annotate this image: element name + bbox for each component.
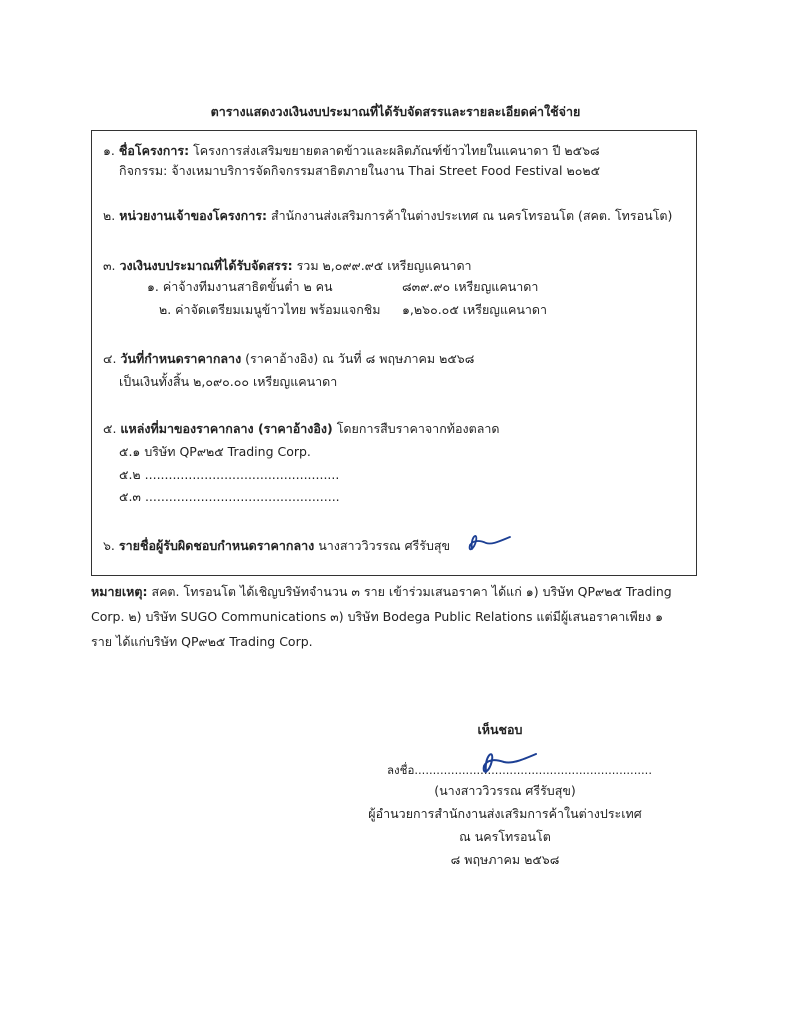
section-5-value: โดยการสืบราคาจากท้องตลาด — [336, 421, 500, 436]
budget-item-1-desc: ๑. ค่าจ้างทีมงานสาธิตขั้นต่ำ ๒ คน — [147, 279, 333, 294]
remark-line-3: ราย ได้แก่บริษัท QP๙๒๕ Trading Corp. — [91, 634, 313, 649]
section-1-value: โครงการส่งเสริมขยายตลาดข้าวและผลิตภัณฑ์ข้าวไทยในแคนาดา ปี ๒๕๖๘ — [193, 143, 600, 158]
section-5-line — [103, 421, 500, 437]
remark-line-2: Corp. ๒) บริษัท SUGO Communications ๓) บริษัท Bodega Public Relations แต่มีผู้เสนอราคาเพียง ๑ — [91, 609, 664, 624]
approver-name: (นางสาววิวรรณ ศรีรับสุข) — [434, 783, 576, 798]
section-4-label: วันที่กำหนดราคากลาง — [120, 351, 242, 366]
section-1-number: ๑. — [103, 143, 115, 158]
document-title: ตารางแสดงวงเงินงบประมาณที่ได้รับจัดสรรและรายละเอียดค่าใช้จ่าย — [210, 104, 581, 119]
section-2-line — [103, 208, 672, 224]
signature-large — [472, 744, 542, 780]
remark-label: หมายเหตุ: — [91, 584, 148, 599]
section-4-total: เป็นเงินทั้งสิ้น ๒,๐๙๐.๐๐ เหรียญแคนาดา — [119, 374, 338, 389]
section-4-value: (ราคาอ้างอิง) ณ วันที่ ๘ พฤษภาคม ๒๕๖๘ — [245, 351, 475, 366]
section-1-label: ชื่อโครงการ: — [118, 143, 190, 158]
section-6-number: ๖. — [103, 538, 115, 553]
section-1-activity: กิจกรรม: จ้างเหมาบริการจัดกิจกรรมสาธิตภายในงาน Thai Street Food Festival ๒๐๒๕ — [119, 163, 601, 178]
signature-small — [460, 527, 516, 557]
approval-date: ๘ พฤษภาคม ๒๕๖๘ — [450, 852, 560, 867]
section-5-label: แหล่งที่มาของราคากลาง (ราคาอ้างอิง) — [120, 421, 333, 436]
section-6-line — [103, 538, 450, 554]
budget-item-1-amount: ๘๓๙.๙๐ เหรียญแคนาดา — [402, 279, 539, 294]
section-6-value: นางสาววิวรรณ ศรีรับสุข — [318, 538, 451, 553]
approval-heading: เห็นชอบ — [477, 722, 523, 737]
section-6-label: รายชื่อผู้รับผิดชอบกำหนดราคากลาง — [118, 538, 315, 553]
approver-position: ผู้อำนวยการสำนักงานส่งเสริมการค้าในต่างประเทศ — [368, 806, 642, 821]
approver-office: ณ นครโทรอนโต — [459, 829, 551, 844]
approval-sign-line: ลงชื่อ................................................................. — [387, 763, 652, 777]
section-3-label: วงเงินงบประมาณที่ได้รับจัดสรร: — [119, 258, 293, 273]
price-source-1: ๕.๑ บริษัท QP๙๒๕ Trading Corp. — [119, 444, 311, 459]
section-2-number: ๒. — [103, 208, 116, 223]
section-3-number: ๓. — [103, 258, 116, 273]
remark-line-1 — [91, 584, 672, 600]
section-3-value: รวม ๒,๐๙๙.๙๕ เหรียญแคนาดา — [296, 258, 472, 273]
price-source-3: ๕.๓ ................................................. — [119, 489, 340, 504]
section-5-number: ๕. — [103, 421, 117, 436]
section-4-line — [103, 351, 474, 367]
section-2-value: สำนักงานส่งเสริมการค้าในต่างประเทศ ณ นครโทรอนโต (สคต. โทรอนโต) — [270, 208, 673, 223]
remark-text-1: สคต. โทรอนโต ได้เชิญบริษัทจำนวน ๓ ราย เข้าร่วมเสนอราคา ได้แก่ ๑) บริษัท QP๙๒๕ Trading — [151, 584, 672, 599]
budget-item-2-amount: ๑,๒๖๐.๐๕ เหรียญแคนาดา — [402, 302, 548, 317]
section-3-line — [103, 258, 472, 274]
section-4-number: ๔. — [103, 351, 117, 366]
section-1-line — [103, 143, 600, 159]
budget-item-2-desc: ๒. ค่าจัดเตรียมเมนูข้าวไทย พร้อมแจกชิม — [159, 302, 381, 317]
price-source-2: ๕.๒ ................................................. — [119, 467, 340, 482]
section-2-label: หน่วยงานเจ้าของโครงการ: — [119, 208, 267, 223]
